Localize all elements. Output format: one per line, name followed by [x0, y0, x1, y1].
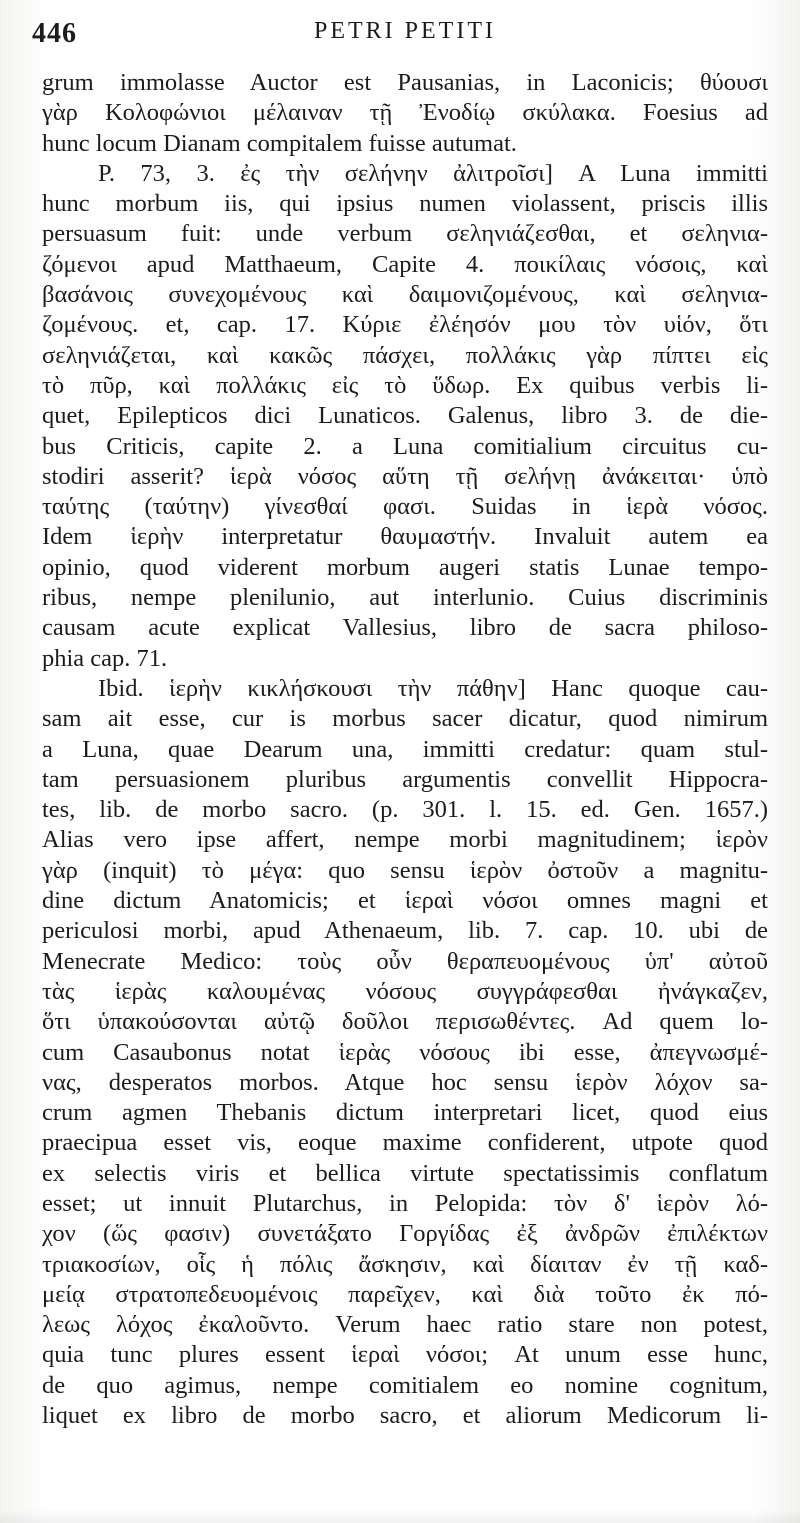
- text-line: P. 73, 3. ἐς τὴν σελήνην ἀλιτροῖσι] A Luna immitti: [98, 159, 768, 187]
- page-number: 446: [32, 18, 77, 49]
- text-line: phia cap. 71.: [42, 644, 168, 672]
- text-line: cum Casaubonus notat ἱερὰς νόσους ibi esse, ἀπεγνωσμέ-: [42, 1038, 768, 1066]
- body-text: [42, 68, 768, 1431]
- text-line: ζομένους. et, cap. 17. Κύριε ἐλέησόν μου τὸν υἱόν, ὅτι: [42, 311, 768, 339]
- text-line: βασάνοις συνεχομένους καὶ δαιμονιζομένους, καὶ σεληνια-: [42, 281, 768, 309]
- running-title: PETRI PETITI: [314, 18, 496, 44]
- text-line: ὅτι ὑπακούσονται αὐτῷ δοῦλοι περισωθέντες. Ad quem lo-: [42, 1008, 768, 1036]
- text-line: τὰς ἱερὰς καλουμένας νόσους συγγράφεσθαι ἠνάγκαζεν,: [42, 977, 768, 1005]
- text-line: crum agmen Thebanis dictum interpretari licet, quod eius: [42, 1099, 768, 1127]
- text-line: ζόμενοι apud Matthaeum, Capite 4. ποικίλαις νόσοις, καὶ: [42, 250, 768, 278]
- text-line: νας, desperatos morbos. Atque hoc sensu ἱερὸν λόχον sa-: [42, 1068, 768, 1096]
- text-line: ribus, nempe plenilunio, aut interlunio. Cuius discriminis: [42, 584, 768, 612]
- text-line: hunc locum Dianam compitalem fuisse autumat.: [42, 129, 517, 157]
- text-line: χον (ὥς φασιν) συνετάξατο Γοργίδας ἐξ ἀνδρῶν ἐπιλέκτων: [42, 1220, 768, 1248]
- text-line: de quo agimus, nempe comitialem eo nomine cognitum,: [42, 1371, 768, 1399]
- text-line: Menecrate Medico: τοὺς οὖν θεραπευομένους ὑπ' αὐτοῦ: [42, 947, 768, 975]
- text-line: dine dictum Anatomicis; et ἱεραὶ νόσοι omnes magni et: [42, 887, 768, 915]
- text-line: μείᾳ στρατοπεδευομένοις παρεῖχεν, καὶ διὰ τοῦτο ἐκ πό-: [42, 1280, 768, 1308]
- text-line: grum immolasse Auctor est Pausanias, in Laconicis; θύουσι: [42, 69, 768, 96]
- text-line: Alias vero ipse affert, nempe morbi magnitudinem; ἱερὸν: [42, 826, 768, 854]
- text-line: tam persuasionem pluribus argumentis convellit Hippocra-: [42, 765, 768, 793]
- text-line: ex selectis viris et bellica virtute spectatissimis conflatum: [42, 1159, 768, 1187]
- text-line: periculosi morbi, apud Athenaeum, lib. 7. cap. 10. ubi de: [42, 917, 768, 945]
- text-line: quet, Epilepticos dici Lunaticos. Galenus, libro 3. de die-: [42, 402, 768, 430]
- text-line: persuasum fuit: unde verbum σεληνιάζεσθαι, et σεληνια-: [42, 220, 768, 248]
- text-line: Ibid. ἱερὴν κικλήσκουσι τὴν πάθην] Hanc quoque cau-: [98, 674, 768, 702]
- text-line: opinio, quod viderent morbum augeri statis Lunae tempo-: [42, 553, 768, 581]
- text-line: τριακοσίων, οἷς ἡ πόλις ἄσκησιν, καὶ δίαιταν ἐν τῇ καδ-: [42, 1250, 768, 1278]
- text-line: esset; ut innuit Plutarchus, in Pelopida: τὸν δ' ἱερὸν λό-: [42, 1189, 768, 1217]
- text-line: praecipua esset vis, eoque maxime confiderent, utpote quod: [42, 1129, 768, 1157]
- page-bottom-edge: [0, 1509, 800, 1523]
- text-line: sam ait esse, cur is morbus sacer dicatur, quod nimirum: [42, 705, 768, 733]
- text-line: a Luna, quae Dearum una, immitti credatur: quam stul-: [42, 735, 768, 763]
- text-line: quia tunc plures essent ἱεραὶ νόσοι; At unum esse hunc,: [42, 1341, 768, 1369]
- text-line: λεως λόχος ἐκαλοῦντο. Verum haec ratio stare non potest,: [42, 1311, 768, 1339]
- running-head: [32, 16, 768, 68]
- text-line: bus Criticis, capite 2. a Luna comitialium circuitus cu-: [42, 432, 768, 460]
- text-line: tes, lib. de morbo sacro. (p. 301. l. 15. ed. Gen. 1657.): [42, 796, 768, 824]
- text-line: stodiri asserit? ἱερὰ νόσος αὕτη τῇ σελήνῃ ἀνάκειται· ὑπὸ: [42, 462, 768, 490]
- text-line: σεληνιάζεται, καὶ κακῶς πάσχει, πολλάκις γὰρ πίπτει εἰς: [42, 341, 768, 369]
- text-line: ταύτης (ταύτην) γίνεσθαί φασι. Suidas in ἱερὰ νόσος.: [42, 493, 768, 521]
- text-line: τὸ πῦρ, καὶ πολλάκις εἰς τὸ ὕδωρ. Ex quibus verbis li-: [42, 371, 768, 399]
- text-line: γὰρ (inquit) τὸ μέγα: quo sensu ἱερὸν ὀστοῦν a magnitu-: [42, 856, 768, 884]
- text-line: Idem ἱερὴν interpretatur θαυμαστήν. Invaluit autem ea: [42, 523, 768, 551]
- text-line: causam acute explicat Vallesius, libro de sacra philoso-: [42, 614, 768, 642]
- text-line: γὰρ Κολοφώνιοι μέλαιναν τῇ Ἐνοδίῳ σκύλακα. Foesius ad: [42, 99, 768, 127]
- text-line: hunc morbum iis, qui ipsius numen violassent, priscis illis: [42, 190, 768, 218]
- text-line: liquet ex libro de morbo sacro, et aliorum Medicorum li-: [42, 1402, 768, 1430]
